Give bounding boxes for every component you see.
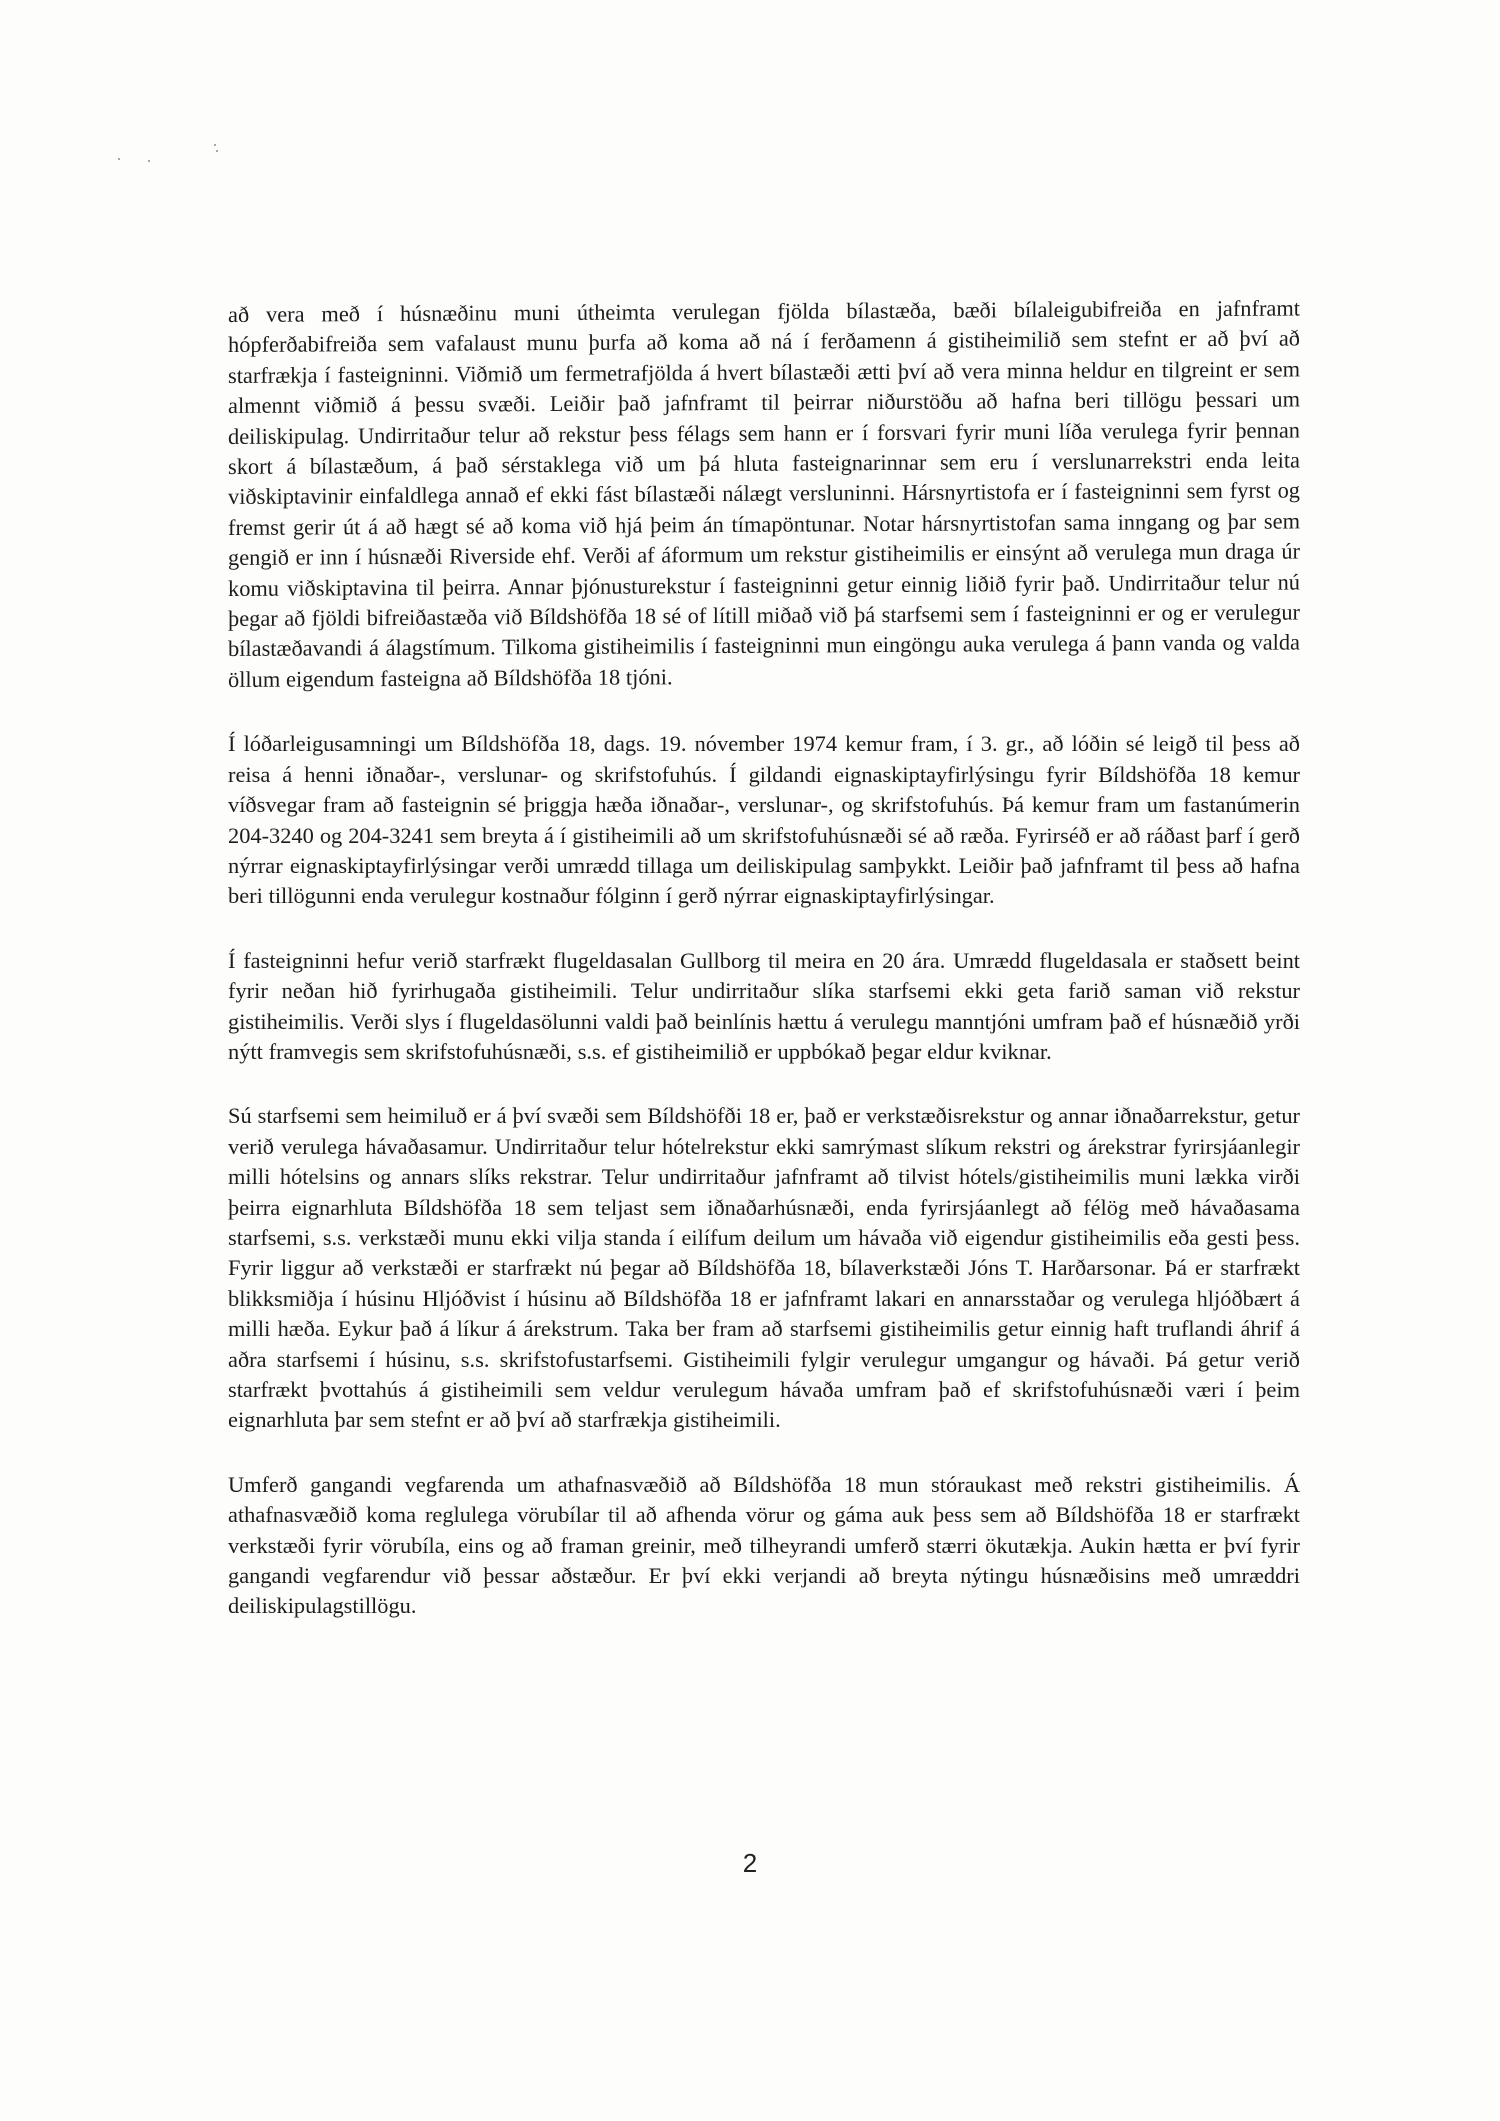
paragraph-fireworks: Í fasteigninni hefur verið starfrækt flugeldasalan Gullborg til meira en 20 ára. Umrædd flugeldasala er staðsett beint fyrir neðan hið fyrirhugaða gistiheimili. Telur undirritaður slíka starfsemi ekki geta farið saman við rekstur gistiheimilis. Verði slys í flugeldasölunni valdi það beinlínis hættu á verulegu manntjóni umfram það ef húsnæðið yrði nýtt framvegis sem skrifstofuhúsnæði, s.s. ef gistiheimilið er uppbókað þegar eldur kviknar.	[228, 947, 1300, 1064]
scan-artifact-marks	[118, 140, 238, 170]
paragraph-traffic: Umferð gangandi vegfarenda um athafnasvæðið að Bíldshöfða 18 mun stóraukast með rekstri gistiheimilis. Á athafnasvæðið koma reglulega vörubílar til að afhenda vörur og gáma auk þess sem að Bíldshöfða 18 er starfrækt verkstæði fyrir vörubíla, eins og að framan greinir, með tilheyrandi umferð stærri ökutækja. Aukin hætta er því fyrir gangandi vegfarendur við þessar aðstæður. Er því ekki verjandi að breyta nýtingu húsnæðisins með umræddri deiliskipulagstillögu.	[228, 1471, 1300, 1619]
paragraph-land-lease: Í lóðarleigusamningi um Bíldshöfða 18, dags. 19. nóvember 1974 kemur fram, í 3. gr., að lóðin sé leigð til þess að reisa á henni iðnaðar-, verslunar- og skrifstofuhús. Í gildandi eignaskiptayfirlýsingu fyrir Bíldshöfða 18 kemur víðsvegar fram að fasteignin sé þriggja hæða iðnaðar-, verslunar-, og skrifstofuhús. Þá kemur fram um fastanúmerin 204-3240 og 204-3241 sem breyta á í gistiheimili að um skrifstofuhúsnæði sé að ræða. Fyrirséð er að ráðast þarf í gerð nýrrar eignaskiptayfirlýsingar verði umrædd tillaga um deiliskipulag samþykkt. Leiðir það jafnframt til þess að hafna beri tillögunni enda verulegur kostnaður fólginn í gerð nýrrar eignaskiptayfirlýsingar.	[228, 731, 1300, 909]
paragraph-parking: að vera með í húsnæðinu muni útheimta verulegan fjölda bílastæða, bæði bílaleigubifreiða en jafnframt hópferðabifreiða sem vafalaust munu þurfa að koma að ná í ferðamenn á gistiheimilið sem stefnt er að því að starfrækja í fasteigninni. Viðmið um fermetrafjölda á hvert bílastæði ætti því að vera minna heldur en tilgreint er sem almennt viðmið á þessu svæði. Leiðir það jafnframt til þeirrar niðurstöðu að hafna beri tillögu þessari um deiliskipulag. Undirritaður telur að rekstur þess félags sem hann er í forsvari fyrir muni líða verulega fyrir þennan skort á bílastæðum, á það sérstaklega við um þá hluta fasteignarinnar sem eru í verslunarrekstri enda leita viðskiptavinir einfaldlega annað ef ekki fást bílastæði nálægt versluninni. Hársnyrtistofa er í fasteigninni sem fyrst og fremst gerir út á að hægt sé að koma við hjá þeim án tímapöntunar. Notar hársnyrtistofan sama inngang og þar sem gengið er inn í húsnæði Riverside ehf. Verði af áformum um rekstur gistiheimilis er einsýnt að verulega mun draga úr komu viðskiptavina til þeirra. Annar þjónusturekstur í fasteigninni getur einnig liðið fyrir það. Undirritaður telur nú þegar að fjöldi bifreiðastæða við Bíldshöfða 18 sé of lítill miðað við þá starfsemi sem í fasteigninni er og er verulegur bílastæðavandi á álagstímum. Tilkoma gistiheimilis í fasteigninni mun eingöngu auka verulega á þann vanda og valda öllum eigendum fasteigna að Bíldshöfða 18 tjóni.	[228, 295, 1300, 692]
paragraph-noise: Sú starfsemi sem heimiluð er á því svæði sem Bíldshöfði 18 er, það er verkstæðisrekstur og annar iðnaðarrekstur, getur verið verulega hávaðasamur. Undirritaður telur hótelrekstur ekki samrýmast slíkum rekstri og árekstrar fyrirsjáanlegir milli hótelsins og annars slíks rekstrar. Telur undirritaður jafnframt að tilvist hótels/gistiheimilis muni lækka virði þeirra eignarhluta Bíldshöfða 18 sem teljast sem iðnaðarhúsnæði, enda fyrirsjáanlegt að félög með hávaðasama starfsemi, s.s. verkstæði munu ekki vilja standa í eilífum deilum um hávaða við eigendur gistiheimilis eða gesti þess. Fyrir liggur að verkstæði er starfrækt nú þegar að Bíldshöfða 18, bílaverkstæði Jóns T. Harðarsonar. Þá er starfrækt blikksmiðja í húsinu Hljóðvist í húsinu að Bíldshöfða 18 er jafnframt lakari en annarsstaðar og verulega hljóðbært á milli hæða. Eykur það á líkur á árekstrum. Taka ber fram að starfsemi gistiheimilis getur einnig haft truflandi áhrif á aðra starfsemi í húsinu, s.s. skrifstofustarfsemi. Gistiheimili fylgir verulegur umgangur og hávaði. Þá getur verið starfrækt þvottahús á gistiheimili sem veldur verulegum hávaða umfram það ef skrifstofuhúsnæði væri í þeim eignarhluta þar sem stefnt er að því að starfrækja gistiheimili.	[228, 1103, 1300, 1433]
document-body	[228, 295, 1300, 1656]
page-number: 2	[742, 1848, 758, 1878]
